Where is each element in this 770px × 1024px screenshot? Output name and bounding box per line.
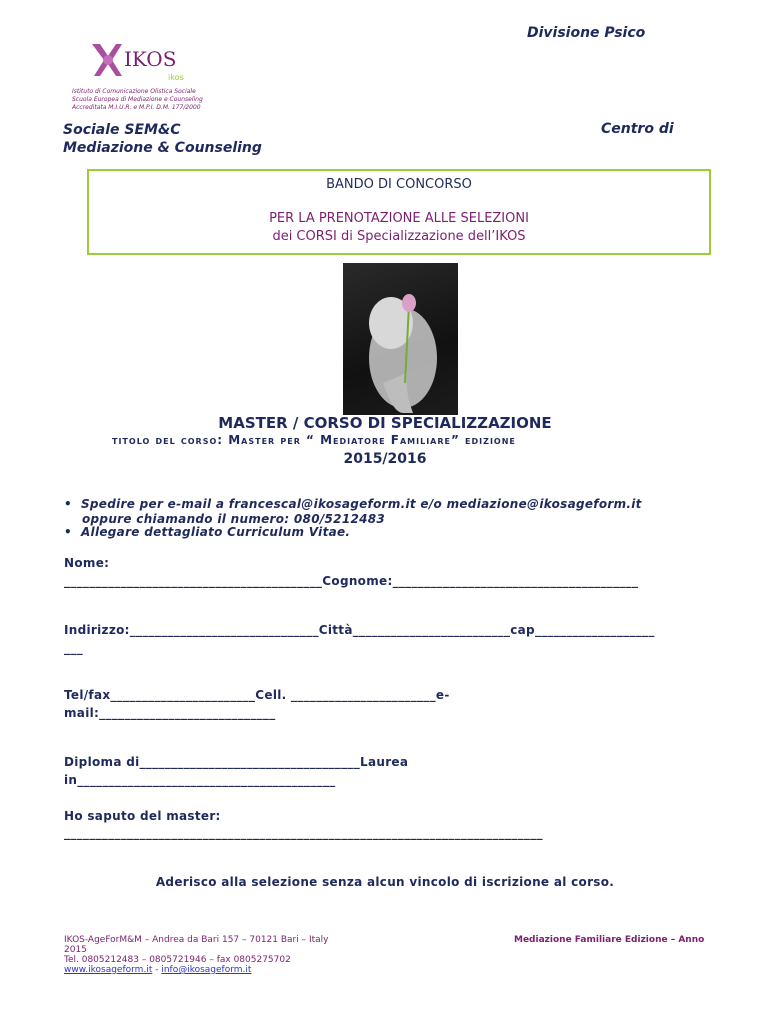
logo-text: IKOS — [124, 47, 177, 71]
right-title: Centro di — [601, 121, 674, 137]
announcement-subtitle — [89, 210, 709, 246]
consent-text: Aderisco alla selezione senza alcun vincolo di iscrizione al corso. — [155, 875, 615, 889]
footer-line: Tel. 0805212483 – 0805721946 – fax 0805275702 — [64, 955, 291, 965]
institute-info — [72, 88, 203, 112]
bullet-cv — [64, 525, 350, 539]
footer-edition: Mediazione Familiare Edizione – Anno — [514, 935, 705, 945]
course-year: 2015/2016 — [343, 451, 427, 467]
saputo-field[interactable]: ____________________________________________________________________________ — [64, 826, 543, 840]
footer-sep: - — [152, 965, 162, 975]
email-field[interactable]: mail:____________________________ — [64, 706, 276, 720]
email-link[interactable]: info@ikosageform.it — [161, 965, 252, 975]
website-link[interactable]: www.ikosageform.it — [64, 965, 153, 975]
diploma-field[interactable]: Diploma di___________________________________Laurea — [64, 755, 409, 769]
announcement-line: dei CORSI di Specializzazione dell’IKOS — [272, 229, 526, 244]
cover-photo — [343, 263, 458, 415]
announcement-line: PER LA PRENOTAZIONE ALLE SELEZIONI — [269, 211, 529, 226]
saputo-label: Ho saputo del master: — [64, 809, 221, 823]
ikos-logo — [86, 36, 196, 88]
institute-line: Scuola Europea di Mediazione e Counseling — [72, 96, 203, 103]
laurea-field[interactable]: in_________________________________________ — [64, 773, 336, 787]
bullet-dot: • — [64, 525, 81, 539]
footer-links — [64, 965, 329, 975]
institute-line: Accreditata M.I.U.R. e M.P.I. D.M. 177/2000 — [72, 104, 201, 111]
announcement-title: BANDO DI CONCORSO — [326, 177, 472, 192]
course-title: titolo del corso: Master per “ Mediatore Familiare” edizione — [112, 433, 516, 447]
bullet-text: Spedire per e-mail a francescal@ikosageform.it e/o mediazione@ikosageform.it — [80, 497, 642, 511]
left-title-line: Sociale SEM&C — [63, 122, 181, 138]
footer-address — [64, 935, 329, 975]
footer-line: 2015 — [64, 945, 87, 955]
nome-label: Nome: — [64, 556, 110, 570]
division-title: Divisione Psico — [527, 25, 646, 41]
bullet-phone: oppure chiamando il numero: 080/5212483 — [82, 512, 386, 526]
left-title-line: Mediazione & Counseling — [63, 140, 262, 156]
indirizzo-continuation: ___ — [64, 641, 83, 655]
announcement-box — [87, 169, 711, 255]
indirizzo-field[interactable]: Indirizzo:______________________________Città_________________________cap___________________ — [64, 623, 655, 637]
footer-line: IKOS-AgeForM&M – Andrea da Bari 157 – 70121 Bari – Italy — [64, 935, 329, 945]
bullet-text: Allegare dettagliato Curriculum Vitae. — [80, 525, 351, 539]
bullet-dot: • — [64, 497, 81, 511]
tel-cell-field[interactable]: Tel/fax_______________________Cell. _______________________e- — [64, 688, 450, 702]
logo-sub: ikos — [168, 73, 184, 82]
institute-line: Istituto di Comunicazione Olistica Sociale — [72, 88, 196, 95]
bullet-email — [64, 497, 642, 511]
nome-cognome-field[interactable]: _________________________________________Cognome:_______________________________________ — [64, 574, 639, 588]
course-heading: MASTER / CORSO DI SPECIALIZZAZIONE — [218, 414, 552, 432]
left-title — [63, 121, 262, 157]
